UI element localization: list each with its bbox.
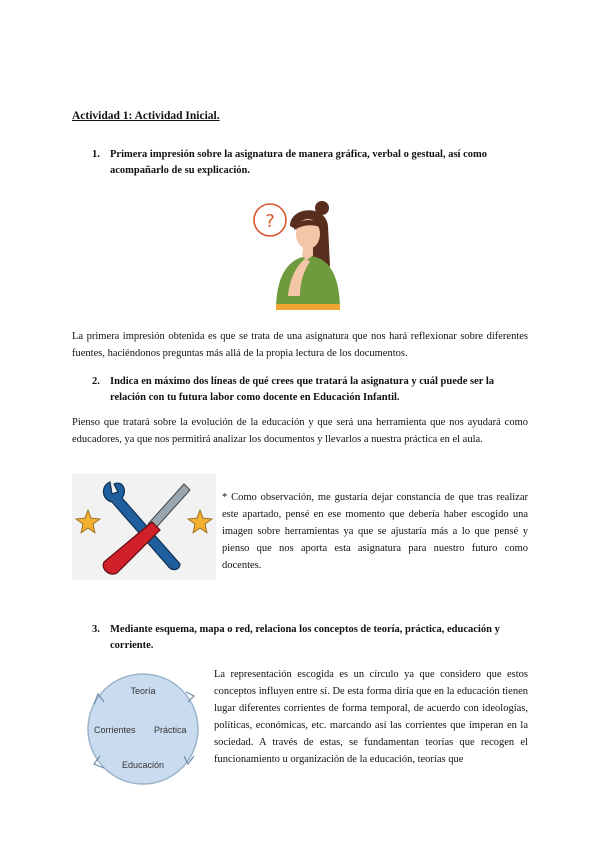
- question-2-number: 2.: [92, 376, 100, 387]
- question-mark-icon: [254, 204, 286, 236]
- page-heading: Actividad 1: Actividad Inicial.: [72, 110, 220, 122]
- question-1-number: 1.: [92, 149, 100, 160]
- concept-cycle-diagram: [76, 670, 210, 788]
- diagram-label-top: Teoría: [130, 686, 156, 696]
- question-2: [92, 374, 522, 408]
- question-2-text: Indica en máximo dos líneas de qué crees que tratará la asignatura y cuál puede ser la relación con tu futura labor como docente en Educación Infantil.: [110, 376, 495, 403]
- diagram-label-left: Corrientes: [94, 725, 136, 735]
- question-1: [92, 147, 522, 181]
- question-1-text: Primera impresión sobre la asignatura de manera gráfica, verbal o gestual, así como acompañarlo de su explicación.: [110, 149, 487, 176]
- paragraph-3: La representación escogida es un círculo ya que considero que estos conceptos influyen entre sí. De esta forma diría que en la educación tienen lugar diferentes corrientes de forma temporal, de acuerdo con ideologías, políticas, económicas, etc. marcando así las corrientes que imperan en la sociedad. A través de estas, se fundamentan teorías que recogen el funcionamiento u organización de la educación, teorías que: [214, 669, 528, 765]
- observation-note: * Como observación, me gustaría dejar constancia de que tras realizar este apartado, pensé en ese momento que debería haber escogido una imagen sobre herramientas ya que se ajustaría más a lo que pensé y pienso que nos aporta esta asignatura para nuestro futuro como docentes.: [222, 492, 528, 571]
- tools-image: [72, 474, 216, 580]
- question-3-number: 3.: [92, 624, 100, 635]
- diagram-label-right: Práctica: [154, 725, 187, 735]
- svg-text:?: ?: [265, 211, 275, 232]
- paragraph-2: Pienso que tratará sobre la evolución de la educación y que será una herramienta que nos ayudará como educadores, ya que nos permitirá analizar los documentos y llevarlos a nuestra práctica en el aula.: [72, 417, 528, 445]
- thinking-woman-image: [248, 196, 348, 310]
- paragraph-1: La primera impresión obtenida es que se trata de una asignatura que nos hará reflexionar sobre diferentes fuentes, haciéndonos preguntas más allá de la propia lectura de los documentos.: [72, 331, 528, 359]
- diagram-label-bottom: Educación: [121, 760, 165, 770]
- question-3-text: Mediante esquema, mapa o red, relaciona los conceptos de teoría, práctica, educación y corriente.: [110, 624, 500, 651]
- question-3: [92, 622, 522, 656]
